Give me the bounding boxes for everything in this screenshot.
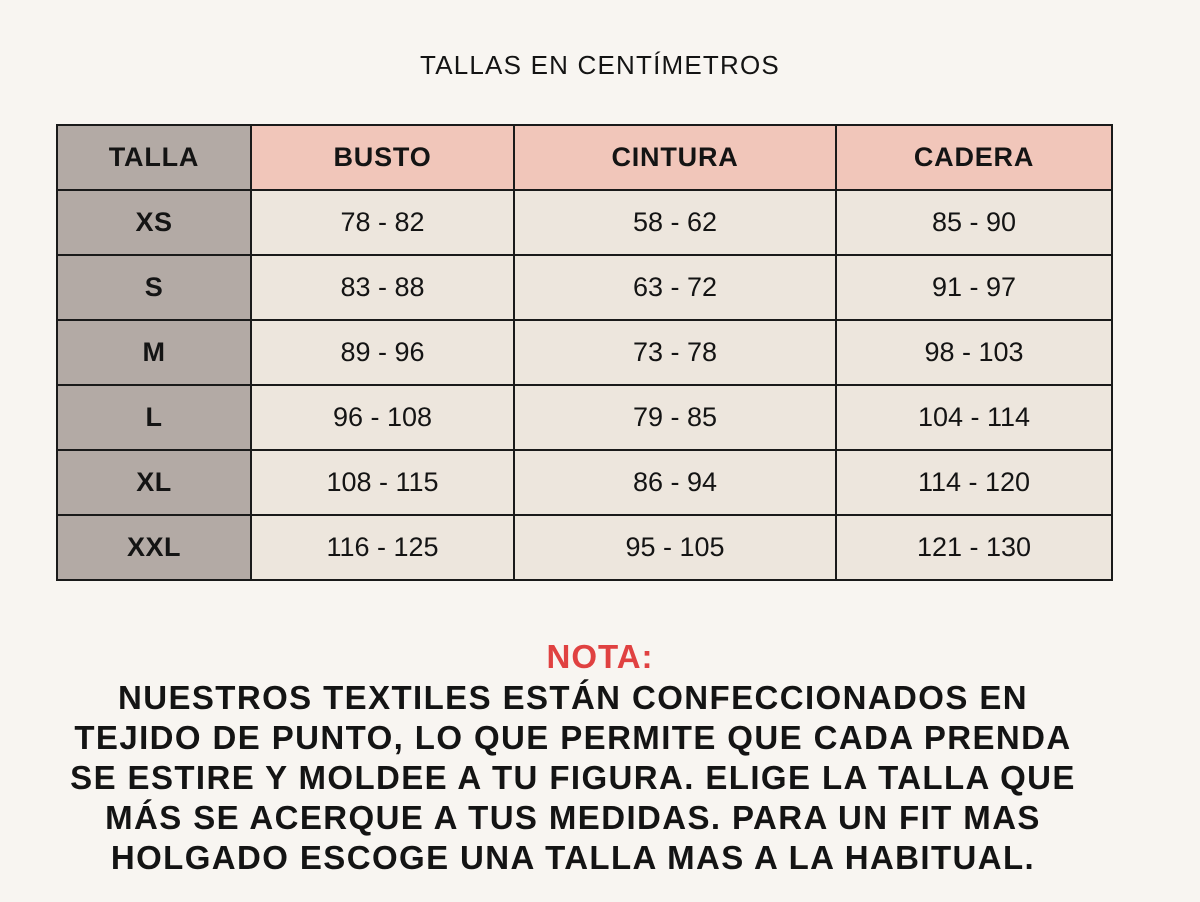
note-line: TEJIDO DE PUNTO, LO QUE PERMITE QUE CADA PRENDA [74,719,1072,756]
header-talla: TALLA [57,125,251,190]
size-cell: S [57,255,251,320]
cadera-cell: 114 - 120 [836,450,1112,515]
size-chart-table [56,124,1113,581]
busto-cell: 116 - 125 [251,515,514,580]
busto-cell: 96 - 108 [251,385,514,450]
table-row [57,385,1112,450]
table-row [57,515,1112,580]
cadera-cell: 121 - 130 [836,515,1112,580]
cadera-cell: 98 - 103 [836,320,1112,385]
note-line: HOLGADO ESCOGE UNA TALLA MAS A LA HABITUAL. [110,839,1036,876]
size-cell: XS [57,190,251,255]
size-cell: XXL [57,515,251,580]
note-line: SE ESTIRE Y MOLDEE A TU FIGURA. ELIGE LA TALLA QUE [70,759,1076,796]
table-header-row [57,125,1112,190]
note-label: NOTA: [546,638,654,675]
header-cintura: CINTURA [514,125,836,190]
size-cell: L [57,385,251,450]
cintura-cell: 63 - 72 [514,255,836,320]
table-row [57,320,1112,385]
size-cell: M [57,320,251,385]
cintura-cell: 79 - 85 [514,385,836,450]
cintura-cell: 73 - 78 [514,320,836,385]
table-row [57,450,1112,515]
busto-cell: 108 - 115 [251,450,514,515]
table-row [57,255,1112,320]
header-cadera: CADERA [836,125,1112,190]
busto-cell: 83 - 88 [251,255,514,320]
note-line: NUESTROS TEXTILES ESTÁN CONFECCIONADOS EN [118,679,1028,716]
cintura-cell: 95 - 105 [514,515,836,580]
cintura-cell: 86 - 94 [514,450,836,515]
note-text [60,678,1086,878]
page-title: TALLAS EN CENTÍMETROS [420,50,780,80]
cadera-cell: 104 - 114 [836,385,1112,450]
size-cell: XL [57,450,251,515]
cadera-cell: 85 - 90 [836,190,1112,255]
cintura-cell: 58 - 62 [514,190,836,255]
cadera-cell: 91 - 97 [836,255,1112,320]
header-busto: BUSTO [251,125,514,190]
busto-cell: 78 - 82 [251,190,514,255]
note-line: MÁS SE ACERQUE A TUS MEDIDAS. PARA UN FIT MAS [105,799,1041,836]
busto-cell: 89 - 96 [251,320,514,385]
table-row [57,190,1112,255]
